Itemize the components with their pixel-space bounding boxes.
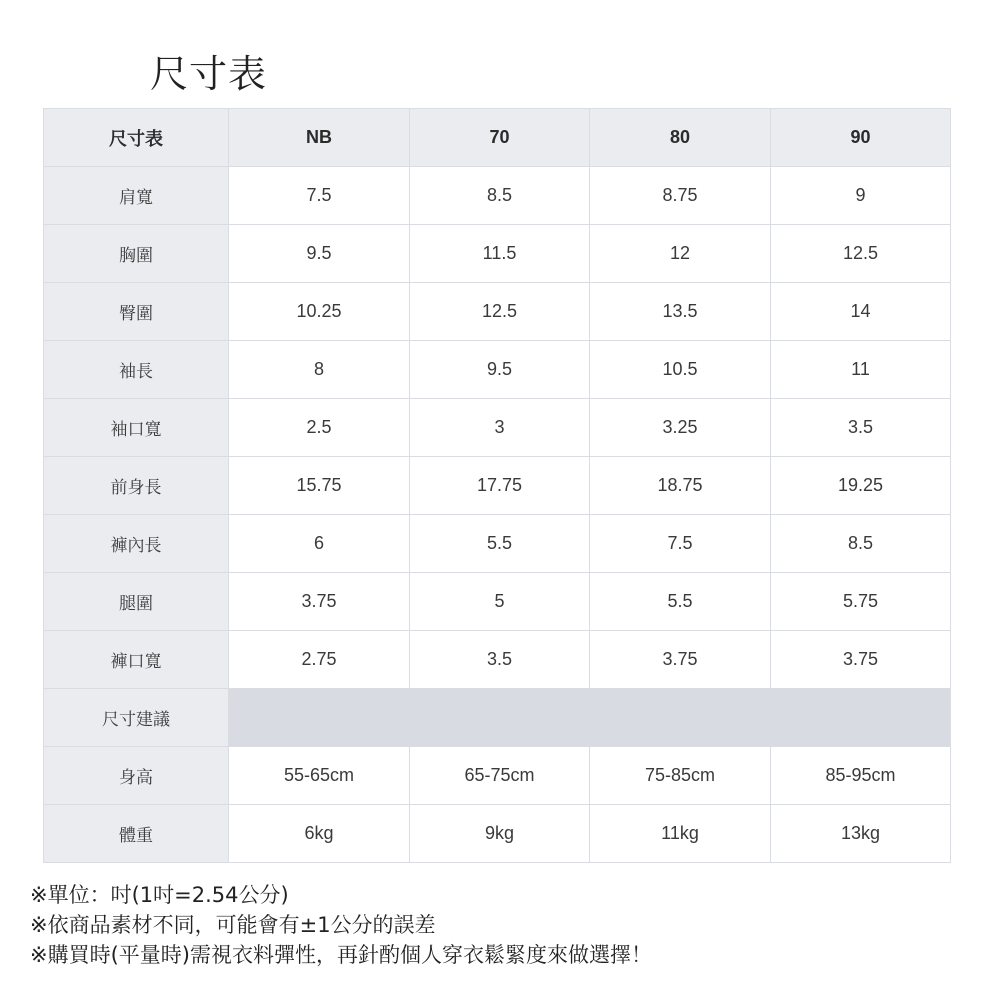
table-cell: 85-95cm — [771, 747, 951, 805]
page-title: 尺寸表 — [150, 52, 268, 96]
table-cell: 5.75 — [771, 573, 951, 631]
table-cell: 5.5 — [410, 515, 590, 573]
header-cell-70: 70 — [410, 109, 590, 167]
row-label: 臀圍 — [44, 283, 229, 341]
table-cell: 9.5 — [410, 341, 590, 399]
row-label: 袖口寬 — [44, 399, 229, 457]
table-cell: 3 — [410, 399, 590, 457]
note-selection-advice: ※購買時(平量時)需視衣料彈性，再針酌個人穿衣鬆緊度來做選擇！ — [30, 943, 652, 967]
header-cell-90: 90 — [771, 109, 951, 167]
section-label: 尺寸建議 — [44, 689, 229, 747]
table-cell: 3.25 — [590, 399, 771, 457]
table-header-row — [44, 109, 951, 167]
section-row-size-suggestion — [44, 689, 951, 747]
table-cell: 65-75cm — [410, 747, 590, 805]
table-cell: 6kg — [229, 805, 410, 863]
size-table — [43, 108, 951, 863]
table-row — [44, 457, 951, 515]
table-cell: 10.25 — [229, 283, 410, 341]
table-cell: 3.5 — [771, 399, 951, 457]
table-cell: 7.5 — [229, 167, 410, 225]
table-cell: 6 — [229, 515, 410, 573]
table-cell: 7.5 — [590, 515, 771, 573]
table-cell: 5.5 — [590, 573, 771, 631]
table-cell: 8.5 — [410, 167, 590, 225]
table-cell: 12.5 — [771, 225, 951, 283]
row-label: 袖長 — [44, 341, 229, 399]
table-row — [44, 399, 951, 457]
table-cell: 17.75 — [410, 457, 590, 515]
table-row — [44, 805, 951, 863]
row-label: 胸圍 — [44, 225, 229, 283]
table-row — [44, 747, 951, 805]
row-label: 肩寬 — [44, 167, 229, 225]
row-label: 身高 — [44, 747, 229, 805]
table-cell: 13.5 — [590, 283, 771, 341]
table-cell: 18.75 — [590, 457, 771, 515]
section-fill — [229, 689, 951, 747]
header-cell-size-table: 尺寸表 — [44, 109, 229, 167]
table-cell: 2.75 — [229, 631, 410, 689]
table-cell: 3.5 — [410, 631, 590, 689]
row-label: 褲內長 — [44, 515, 229, 573]
table-cell: 11 — [771, 341, 951, 399]
table-cell: 9 — [771, 167, 951, 225]
table-cell: 15.75 — [229, 457, 410, 515]
table-row — [44, 167, 951, 225]
table-cell: 19.25 — [771, 457, 951, 515]
table-cell: 9kg — [410, 805, 590, 863]
header-cell-80: 80 — [590, 109, 771, 167]
note-unit: ※單位：吋(1吋=2.54公分) — [30, 883, 289, 907]
row-label: 體重 — [44, 805, 229, 863]
table-cell: 11.5 — [410, 225, 590, 283]
table-row — [44, 515, 951, 573]
header-cell-nb: NB — [229, 109, 410, 167]
row-label: 前身長 — [44, 457, 229, 515]
table-cell: 3.75 — [229, 573, 410, 631]
table-cell: 3.75 — [771, 631, 951, 689]
table-row — [44, 631, 951, 689]
table-cell: 12 — [590, 225, 771, 283]
row-label: 褲口寬 — [44, 631, 229, 689]
table-cell: 11kg — [590, 805, 771, 863]
table-cell: 55-65cm — [229, 747, 410, 805]
table-cell: 3.75 — [590, 631, 771, 689]
table-cell: 12.5 — [410, 283, 590, 341]
table-cell: 75-85cm — [590, 747, 771, 805]
table-cell: 13kg — [771, 805, 951, 863]
table-cell: 8.5 — [771, 515, 951, 573]
table-cell: 8.75 — [590, 167, 771, 225]
table-row — [44, 225, 951, 283]
row-label: 腿圍 — [44, 573, 229, 631]
table-cell: 5 — [410, 573, 590, 631]
table-cell: 9.5 — [229, 225, 410, 283]
table-row — [44, 573, 951, 631]
table-row — [44, 341, 951, 399]
table-row — [44, 283, 951, 341]
notes — [30, 880, 980, 970]
table-cell: 10.5 — [590, 341, 771, 399]
table-cell: 8 — [229, 341, 410, 399]
table-cell: 14 — [771, 283, 951, 341]
note-tolerance: ※依商品素材不同，可能會有±1公分的誤差 — [30, 913, 436, 937]
table-cell: 2.5 — [229, 399, 410, 457]
